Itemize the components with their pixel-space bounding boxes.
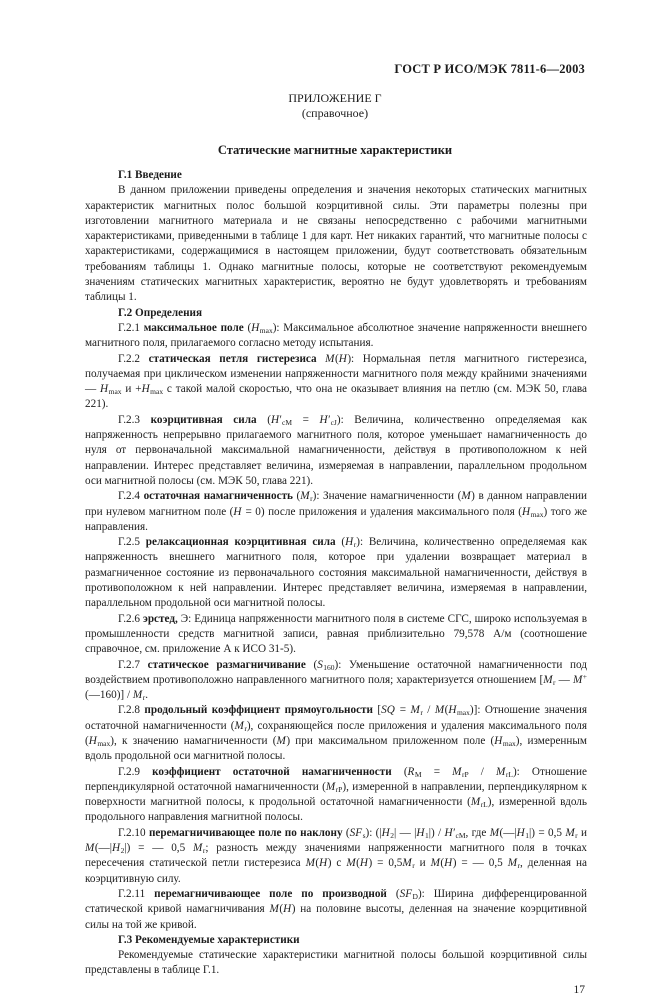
- para-g2-3: Г.2.3 коэрцитивная сила $(H'_{cM} = H'_{cJ})$: Величина, количественно определяемая как напряженность непрерывно прилагаемого магнитного поля, которое уменьшает намагниченность до нуля от первоначальной максимальной намагниченности, действуя в противоположном к ней направлении. Интерес представляет величина, измеряемая в направлении, параллельном продольном оси магнитной полосы (см. МЭК 50, глава 221).: [85, 413, 588, 487]
- para-g1-intro: В данном приложении приведены определения и значения некоторых статических магнитных характеристик магнитных полос большой коэрцитивной силы. Эти параметры полезны при изготовлении магнитного материала и не связаны непосредственно с рабочими магнитными характеристиками, приведенными в таблице 1 для карт. Нет никаких гарантий, что магнитные полосы с характеристиками, содержащимися в настоящем приложении, будут соответствовать обязательным требованиям таблицы 1. Однако магнитные полосы, которые не соответствуют рекомендуемым значениям статических магнитных характеристик, вероятно не будут удовлетворять и требованиям таблицы 1.: [85, 184, 587, 304]
- para-g2-6: Г.2.6 эрстед, Э: Единица напряженности магнитного поля в системе СГС, широко используемая в промышленности средств магнитной записи, равная приблизительно 79,578 А/м (соотношение справочное, см. приложение А к ИСО 31-5).: [85, 612, 587, 656]
- page-title: Статические магнитные характеристики: [217, 143, 453, 157]
- para-g2-11: Г.2.11 перемагничивающее поле по производной $(SF_D)$: Ширина дифференцированной статической кривой намагничивания M(H) на половине высоты, деленная на значение коэрцитивной силы на той же кривой.: [85, 887, 587, 931]
- document-body: [85, 168, 587, 998]
- para-g2-1: Г.2.1 максимальное поле $(H_{max})$: Максимальное абсолютное значение напряженности внешнего магнитного поля, прилагаемого согласно методу испытания.: [85, 321, 587, 350]
- para-g2-4: Г.2.4 остаточная намагниченность $(M_r)$: Значение намагниченности (M) в данном направлении при нулевом магнитном поле (H = 0) после приложения и удаления максимального поля $(H_{max})$ того же направления.: [85, 490, 587, 533]
- para-g2-5: Г.2.5 релаксационная коэрцитивная сила $(H_r)$: Величина, количественно определяемая как напряженность внешнего магнитного поля, которое при удалении возвращает материал в размагниченное состояние из первоначального состояния максимальной намагниченности, действуя в противоположном к ней направлении. Интерес представляет величина, измеряемая в направлении, параллельном продольной оси магнитной полосы.: [85, 536, 587, 610]
- page-number: 17: [573, 983, 585, 996]
- appendix-block: [85, 91, 585, 120]
- para-g2-9: Г.2.9 коэффициент остаточной намагниченности $(R_M = M_{rP} / M_{rL})$: Отношение перпендикулярной остаточной намагниченности $(M_{rP})$, измеренной в направлении, перпендикулярном к поверхности магнитной полосы, к продольной остаточной намагниченности $(M_{rL})$, измеренной вдоль продольного направления магнитной полосы.: [85, 765, 587, 824]
- para-g3-text: Рекомендуемые статические характеристики магнитной полосы большой коэрцитивной силы представлены в таблице Г.1.: [85, 949, 587, 977]
- appendix-title: ПРИЛОЖЕНИЕ Г: [288, 91, 382, 105]
- heading-g2: Г.2 Определения: [118, 306, 203, 319]
- para-g2-10: Г.2.10 перемагничивающее поле по наклону $(SF_s)$: ($|H_2|$ — $|H_1|) / H'_{cM}$, где $M(—|H_1|) = 0,5$ $M_r$ и $M(—|H_2|)$ = — 0,5 $M_r$; разность между значениями напряженности магнитного поля в точках пересечения статической петли гистерезиса M(H) с $M(H) = 0,5M_r$ и M(H) = — 0,5 $M_r$, деленная на коэрцитивную силу.: [85, 826, 587, 885]
- heading-g3: Г.3 Рекомендуемые характеристики: [118, 933, 300, 946]
- para-g2-8: Г.2.8 продольный коэффициент прямоугольности $[SQ = M_r / M(H_{max})]$: Отношение значения остаточной намагниченности $(M_r)$, сохраняющейся после приложения и удаления максимального поля $(H_{max})$, к значению намагниченности (M) при максимальном приложенном поле $(H_{max})$, измеренным вдоль продольной оси магнитной полосы.: [85, 704, 588, 763]
- heading-g1: Г.1 Введение: [118, 169, 182, 181]
- appendix-note: (справочное): [301, 105, 369, 120]
- standard-reference-header: ГОСТ Р ИСО/МЭК 7811-6—2003: [394, 62, 585, 76]
- para-g2-7: Г.2.7 статическое размагничивание $(S_{160})$: Уменьшение остаточной намагниченности под воздействием противоположно направленного магнитного поля; характеризуется отношением [$M_r$ — M+ (—160)] / $M_r$.: [85, 658, 587, 703]
- para-g2-2: Г.2.2 статическая петля гистерезиса M(H): Нормальная петля магнитного гистерезиса, получаемая при циклическом изменении напряженности магнитного поля между крайними значениями — $H_{max}$ $и +H_{max}$ с такой малой скоростью, что она не оказывает влияния на петлю (см. МЭК 50, глава 221).: [85, 352, 588, 411]
